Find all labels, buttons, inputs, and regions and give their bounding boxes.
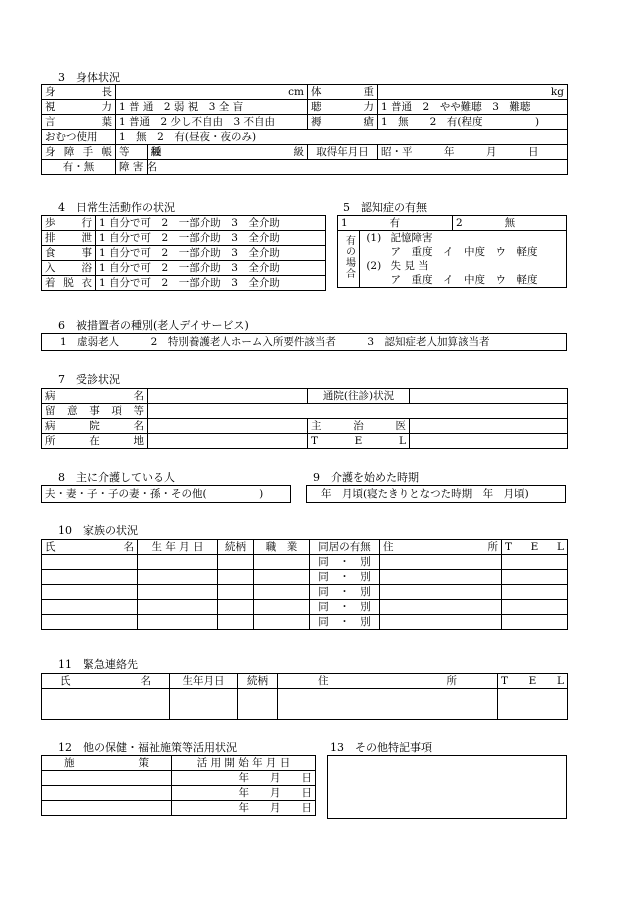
disorientation-label: 失 見 当 [388, 259, 567, 273]
memory-impairment-label: 記憶障害 [388, 231, 567, 246]
memory-impairment-options[interactable]: ア 重度 イ 中度 ウ 軽度 [388, 245, 567, 259]
table-row [42, 555, 568, 570]
section-10-title: 10 家族の状況 [58, 524, 138, 537]
table-row [42, 615, 568, 630]
family-relation-header: 続柄 [218, 540, 254, 555]
family-job-header: 職 業 [254, 540, 310, 555]
policy-header: 施 策 [42, 756, 172, 771]
family-job[interactable] [254, 615, 310, 630]
hearing-options[interactable]: 1 普通 2 やや難聴 3 難聴 [378, 100, 568, 115]
start-date-field[interactable]: 年 月 日 [172, 771, 316, 786]
family-birth-header: 生 年 月 日 [138, 540, 218, 555]
family-birth[interactable] [138, 585, 218, 600]
family-name[interactable] [42, 585, 138, 600]
section-13-title: 13 その他特記事項 [330, 741, 432, 754]
family-tel[interactable] [502, 600, 568, 615]
adl-options[interactable]: 1 自分で可 2 一部介助 3 全介助 [96, 216, 326, 231]
medical-table [41, 388, 568, 449]
family-address[interactable] [380, 585, 502, 600]
weight-field[interactable] [378, 85, 568, 100]
family-job[interactable] [254, 585, 310, 600]
adl-row [42, 246, 326, 261]
emergency-contact-table [41, 673, 568, 720]
family-name[interactable] [42, 555, 138, 570]
sight-options[interactable]: 1 普 通 2 弱 視 3 全 盲 [116, 100, 308, 115]
family-address[interactable] [380, 600, 502, 615]
disability-field[interactable] [148, 160, 568, 175]
family-birth[interactable] [138, 615, 218, 630]
family-cohab[interactable]: 同 ・ 別 [310, 570, 380, 585]
section-12-title: 12 他の保健・福祉施策等活用状況 [58, 741, 237, 754]
policy-field[interactable] [42, 786, 172, 801]
emergency-address-header: 住 所 [278, 674, 498, 689]
emergency-birth[interactable] [170, 689, 238, 720]
emergency-name[interactable] [42, 689, 170, 720]
section-7-title: 7 受診状況 [58, 373, 120, 386]
family-tel[interactable] [502, 555, 568, 570]
height-unit: cm [288, 86, 304, 98]
family-address[interactable] [380, 555, 502, 570]
emergency-relation[interactable] [238, 689, 278, 720]
disease-label: 病 名 [42, 389, 148, 404]
handbook-yes-no[interactable]: 有・無 [42, 160, 116, 175]
family-address[interactable] [380, 570, 502, 585]
family-cohab[interactable]: 同 ・ 別 [310, 600, 380, 615]
emergency-tel[interactable] [498, 689, 568, 720]
start-date-field[interactable]: 年 月 日 [172, 801, 316, 816]
speech-options[interactable]: 1 普通 2 少し不自由 3 不自由 [116, 115, 308, 130]
weight-unit: kg [550, 86, 564, 98]
disorientation-options[interactable]: ア 重度 イ 中度 ウ 軽度 [388, 273, 567, 288]
family-name[interactable] [42, 615, 138, 630]
table-row [42, 786, 316, 801]
section-3-title: 3 身体状況 [58, 71, 120, 84]
adl-row [42, 276, 326, 291]
policy-field[interactable] [42, 771, 172, 786]
care-start-date[interactable]: 年 月頃(寝たきりとなつた時期 年 月頃) [306, 485, 566, 503]
grade-label: 等 級 [116, 145, 148, 160]
diaper-options[interactable]: 1 無 2 有(昼夜・夜のみ) [116, 130, 568, 145]
table-row [42, 600, 568, 615]
hospital-field[interactable] [148, 419, 308, 434]
adl-options[interactable]: 1 自分で可 2 一部介助 3 全介助 [96, 261, 326, 276]
family-address[interactable] [380, 615, 502, 630]
dementia-table [337, 215, 567, 288]
adl-label: 着 脱 衣 [42, 276, 96, 291]
adl-label: 歩 行 [42, 216, 96, 231]
family-tel[interactable] [502, 570, 568, 585]
acquired-date[interactable]: 昭・平 年 月 日 [378, 145, 568, 160]
family-name[interactable] [42, 600, 138, 615]
family-table [41, 539, 568, 630]
family-name-header: 氏 名 [42, 540, 138, 555]
body-condition-table [41, 84, 568, 175]
family-birth[interactable] [138, 570, 218, 585]
family-cohab-header: 同居の有無 [310, 540, 380, 555]
emergency-tel-header: T E L [498, 674, 568, 689]
bedsore-options[interactable]: 1 無 2 有(程度 ) [378, 115, 568, 130]
emergency-name-header: 氏 名 [42, 674, 170, 689]
family-tel-header: T E L [502, 540, 568, 555]
emergency-relation-header: 続柄 [238, 674, 278, 689]
family-tel[interactable] [502, 615, 568, 630]
weight-label: 体 重 [308, 85, 378, 100]
notes-label: 留 意 事 項 等 [42, 404, 148, 419]
start-date-field[interactable]: 年 月 日 [172, 786, 316, 801]
adl-label: 排 泄 [42, 231, 96, 246]
family-cohab[interactable]: 同 ・ 別 [310, 585, 380, 600]
family-relation[interactable] [218, 615, 254, 630]
section-4-title: 4 日常生活動作の状況 [58, 201, 175, 214]
doctor-label: 主 治 医 [308, 419, 410, 434]
family-relation[interactable] [218, 600, 254, 615]
family-birth[interactable] [138, 600, 218, 615]
doctor-field[interactable] [410, 419, 568, 434]
kind-label: 種 級 [148, 145, 308, 160]
section-8-title: 8 主に介護している人 [58, 471, 175, 484]
family-cohab[interactable]: 同 ・ 別 [310, 555, 380, 570]
adl-row [42, 231, 326, 246]
table-row [42, 570, 568, 585]
adl-options[interactable]: 1 自分で可 2 一部介助 3 全介助 [96, 231, 326, 246]
adl-row [42, 261, 326, 276]
tel-field[interactable] [410, 434, 568, 449]
dementia-item-2-num: (2) [366, 260, 382, 272]
disease-field[interactable] [148, 389, 308, 404]
section-9-title: 9 介護を始めた時期 [313, 471, 419, 484]
family-relation[interactable] [218, 570, 254, 585]
other-notes-field[interactable] [327, 755, 567, 819]
dementia-if-yes-label: 有の場合 [338, 231, 360, 288]
family-address-header: 住 所 [380, 540, 502, 555]
bedsore-label: 褥 瘡 [308, 115, 378, 130]
hospital-label: 病 院 名 [42, 419, 148, 434]
sight-label: 視 力 [42, 100, 116, 115]
family-birth[interactable] [138, 555, 218, 570]
family-job[interactable] [254, 555, 310, 570]
height-label: 身 長 [42, 85, 116, 100]
address-field[interactable] [148, 434, 308, 449]
main-caregiver-options[interactable]: 夫・妻・子・子の妻・孫・その他( ) [41, 485, 291, 503]
dementia-yes[interactable]: 1 有 [338, 216, 453, 231]
table-row [42, 801, 316, 816]
table-row [42, 585, 568, 600]
table-row [42, 771, 316, 786]
diaper-label: おむつ使用 [42, 130, 116, 145]
adl-row [42, 216, 326, 231]
section-11-title: 11 緊急連絡先 [58, 658, 138, 671]
dementia-no[interactable]: 2 無 [453, 216, 567, 231]
dementia-item-1-num: (1) [360, 231, 388, 246]
family-header-row [42, 540, 568, 555]
family-cohab[interactable]: 同 ・ 別 [310, 615, 380, 630]
height-field[interactable] [116, 85, 308, 100]
tel-label: T E L [308, 434, 410, 449]
family-relation[interactable] [218, 555, 254, 570]
adl-options[interactable]: 1 自分で可 2 一部介助 3 全介助 [96, 276, 326, 291]
adl-label: 入 浴 [42, 261, 96, 276]
visit-field[interactable] [410, 389, 568, 404]
emergency-birth-header: 生年月日 [170, 674, 238, 689]
adl-label: 食 事 [42, 246, 96, 261]
handbook-label: 身 障 手 帳 [42, 145, 116, 160]
section-6-title: 6 被措置者の種別(老人デイサービス) [58, 319, 249, 332]
acquired-label: 取得年月日 [308, 145, 378, 160]
address-label: 所 在 地 [42, 434, 148, 449]
disability-label: 障 害 名 [116, 160, 148, 175]
welfare-usage-table [41, 755, 316, 816]
family-job[interactable] [254, 600, 310, 615]
service-type-options[interactable]: 1 虚弱老人 2 特別養護老人ホーム入所要件該当者 3 認知症老人加算該当者 [41, 333, 567, 351]
start-date-header: 活 用 開 始 年 月 日 [172, 756, 316, 771]
notes-field[interactable] [148, 404, 568, 419]
visit-label: 通院(往診)状況 [308, 389, 410, 404]
family-relation[interactable] [218, 585, 254, 600]
adl-table [41, 215, 326, 291]
family-tel[interactable] [502, 585, 568, 600]
adl-options[interactable]: 1 自分で可 2 一部介助 3 全介助 [96, 246, 326, 261]
table-row [42, 689, 568, 720]
hearing-label: 聴 力 [308, 100, 378, 115]
family-job[interactable] [254, 570, 310, 585]
speech-label: 言 葉 [42, 115, 116, 130]
emergency-address[interactable] [278, 689, 498, 720]
emergency-header-row [42, 674, 568, 689]
policy-field[interactable] [42, 801, 172, 816]
family-name[interactable] [42, 570, 138, 585]
section-5-title: 5 認知症の有無 [343, 201, 427, 214]
